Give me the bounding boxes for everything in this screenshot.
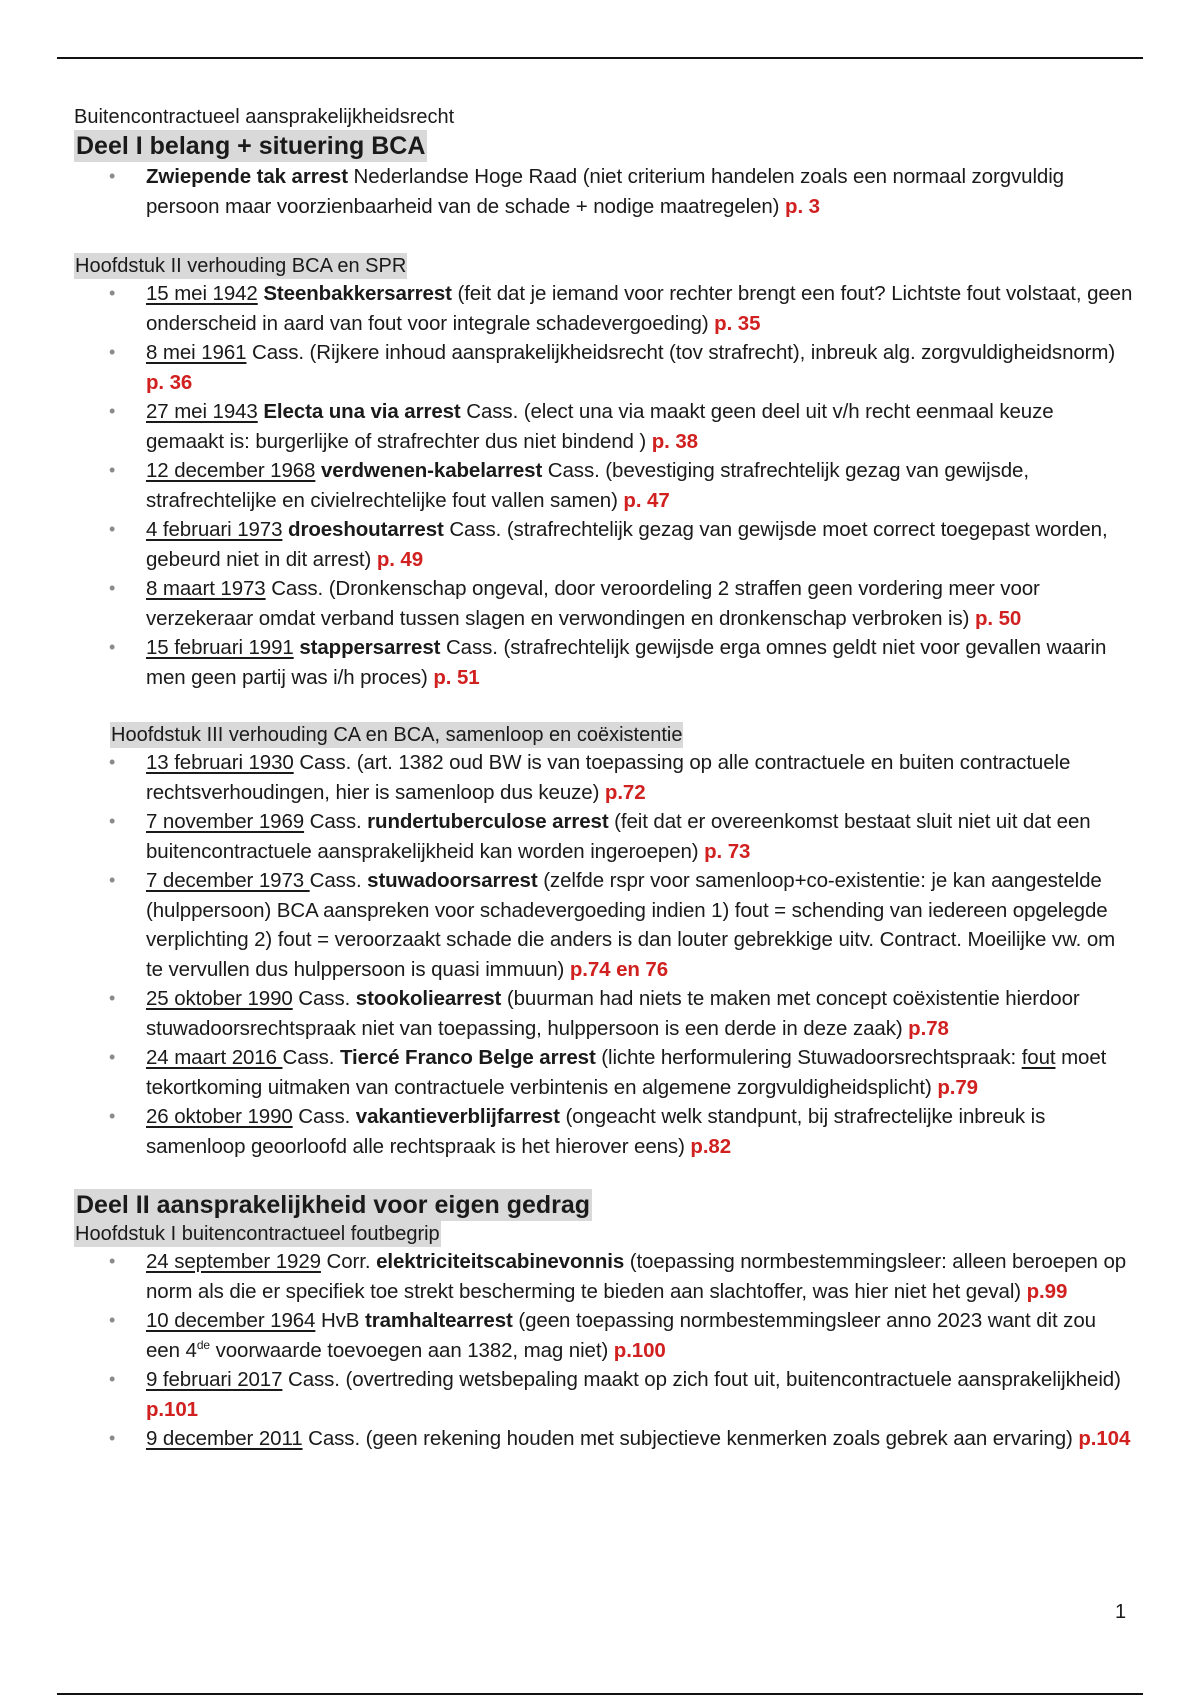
case-text: Cass. (overtreding wetsbepaling maakt op zich fout uit, buitencontractuele aansprakelijkheid) [282,1368,1121,1391]
case-name: rundertuberculose arrest [367,810,609,833]
page-number: 1 [1115,1601,1127,1623]
case-date: 15 februari 1991 [146,636,294,659]
case-text: (ongeacht welk standpunt, bij strafrectelijke inbreuk is samenloop geoorloofd alle rechtspraak is het hierover eens) [146,1105,1046,1158]
list-item [74,1365,1134,1424]
case-text: (buurman had niets te maken met concept coëxistentie hierdoor stuwadoorsrechtspraak niet van toepassing, hulppersoon is een derde in deze zaak) [146,987,1080,1040]
case-date: 9 februari 2017 [146,1368,283,1391]
underlined-word: fout [1021,1046,1056,1069]
case-name: stuwadoorsarrest [367,869,538,892]
case-text: Nederlandse Hoge Raad (niet criterium handelen zoals een normaal zorgvuldig persoon maar voorzienbaarheid van de schade + nodige maatregelen) [146,165,1064,218]
case-text: Cass. (geen rekening houden met subjectieve kenmerken zoals gebrek aan ervaring) [302,1427,1079,1450]
case-court: Corr. [320,1250,377,1273]
list-item [74,574,1134,633]
page-ref: p. 50 [974,606,1022,630]
case-date: 8 mei 1961 [146,341,247,364]
page-ref: p.82 [690,1134,732,1158]
case-date: 24 maart 2016 [146,1046,283,1069]
chapter-3-heading: Hoofdstuk III verhouding CA en BCA, samenloop en coëxistentie [111,724,683,746]
case-court: Cass. [282,1046,340,1069]
list-item [74,1102,1134,1161]
case-name: stappersarrest [299,636,441,659]
case-date: 25 oktober 1990 [146,987,293,1010]
page-ref: p.104 [1078,1427,1131,1450]
case-text: Cass. (elect una via maakt geen deel uit v/h recht eenmaal keuze gemaakt is: burgerlijke of strafrechter dus niet bindend ) [146,400,1054,453]
list-item [74,1247,1134,1306]
case-name: Zwiepende tak arrest [146,165,348,188]
case-date: 24 september 1929 [146,1250,321,1273]
page-ref: p. 51 [433,665,480,689]
chapter-2-list [74,279,1134,692]
page-ref: p.100 [613,1338,666,1362]
case-text: Cass. (Rijkere inhoud aansprakelijkheidsrecht (tov strafrecht), inbreuk alg. zorgvuldigheidsnorm) [246,341,1116,364]
page-ref: p. 35 [714,311,761,335]
case-text: (zelfde rspr voor samenloop+co-existentie: je kan aangestelde (hulppersoon) BCA aanspreken voor schadevergoeding indien 1) fout = schending van iedereen opgelegde verplichting 2) fout = veroorzaakt schade die anders is dan louter gebrekkige uitv. Contract. Moeilijke vw. om te vervullen dus hulppersoon is quasi immuun) [146,869,1116,981]
page-ref: p. 47 [623,488,670,512]
case-text: Cass. (Dronkenschap ongeval, door veroordeling 2 straffen geen vordering meer voor verzekeraar omdat verband tussen slagen en verwondingen en dronkenschap verbroken is) [146,577,1040,630]
case-text: Cass. (bevestiging strafrechtelijk gezag van gewijsde, strafrechtelijke en civielrechtelijke fout vallen samen) [146,459,1029,512]
list-item [74,338,1134,397]
case-name: Electa una via arrest [263,400,461,423]
header-rule [57,57,1143,59]
case-text: Cass. (strafrechtelijk gezag van gewijsde moet correct toegepast worden, gebeurd niet in dit arrest) [146,518,1108,571]
case-text-continued: voorwaarde toevoegen aan 1382, mag niet) [209,1338,614,1362]
list-item [74,162,1134,221]
page-ref: p.79 [937,1075,978,1099]
list-item [74,748,1134,807]
case-date: 15 mei 1942 [146,282,258,305]
case-date: 13 februari 1930 [146,751,294,774]
deel-1-list [74,162,1134,221]
superscript: de [196,1337,210,1352]
case-date: 12 december 1968 [146,459,316,482]
case-name: verdwenen-kabelarrest [320,459,543,482]
chapter-2-heading: Hoofdstuk II verhouding BCA en SPR [75,255,407,277]
case-name: droeshoutarrest [288,518,444,541]
case-text: Cass. (strafrechtelijk gewijsde erga omnes geldt niet voor gevallen waarin men geen partij was i/h proces) [146,636,1107,689]
list-item [74,807,1134,866]
list-item [74,633,1134,692]
case-court: Cass. [304,810,368,833]
page-ref: p.101 [146,1397,198,1421]
page-ref: p.72 [604,780,646,804]
case-date: 8 maart 1973 [146,577,266,600]
case-court: Cass. [309,869,368,892]
list-item [74,515,1134,574]
case-court: Cass. [292,987,356,1010]
page-ref: p.78 [908,1016,949,1040]
list-item [74,397,1134,456]
list-item [74,1424,1134,1454]
document-page [74,104,1134,1454]
page-ref: p. 38 [651,429,698,453]
case-name: tramhaltearrest [364,1309,513,1332]
case-text: (feit dat je iemand voor rechter brengt een fout? Lichtste fout volstaat, geen onderscheid in aard van fout voor integrale schadevergoeding) [146,282,1133,335]
case-name: Steenbakkersarrest [263,282,452,305]
case-text: (geen toepassing normbestemmingsleer anno 2023 want dit zou een 4 [146,1309,1096,1362]
case-date: 4 februari 1973 [146,518,283,541]
case-date: 27 mei 1943 [146,400,258,423]
page-ref: p.74 en 76 [569,957,668,981]
page-ref: p. 36 [146,370,193,394]
chapter-1-heading: Hoofdstuk I buitencontractueel foutbegrip [75,1223,440,1245]
case-text: (feit dat er overeenkomst bestaat sluit niet uit dat een buitencontractuele aansprakelijkheid kan worden ingeroepen) [146,810,1091,863]
case-name: stookoliearrest [355,987,502,1010]
list-item [74,456,1134,515]
case-text: (toepassing normbestemmingsleer: alleen beroepen op norm als die er specifiek toe strekt bescherming te bieden aan slachtoffer, was hier niet het geval) [146,1250,1127,1303]
list-item [74,279,1134,338]
case-text-continued: moet tekortkoming uitmaken van contractuele verbintenis en algemene zorgvuldigheidsplicht) [146,1046,1107,1099]
case-date: 7 november 1969 [146,810,305,833]
list-item [74,984,1134,1043]
case-court: HvB [315,1309,365,1332]
case-date: 26 oktober 1990 [146,1105,293,1128]
case-court: Cass. [292,1105,356,1128]
case-date: 10 december 1964 [146,1309,316,1332]
case-date: 7 december 1973 [146,869,310,892]
case-text: Cass. (art. 1382 oud BW is van toepassing op alle contractuele en buiten contractuele rechtsverhoudingen, hier is samenloop dus keuze) [146,751,1071,804]
page-ref: p. 3 [785,194,820,218]
deel-1-heading: Deel I belang + situering BCA [76,132,426,160]
footer-rule [57,1693,1143,1695]
list-item [74,1306,1134,1365]
page-ref: p. 73 [704,839,751,863]
case-text: (lichte herformulering Stuwadoorsrechtspraak: [595,1046,1022,1069]
list-item [74,1043,1134,1102]
deel-2-list [74,1247,1134,1454]
page-ref: p. 49 [376,547,424,571]
document-title: Buitencontractueel aansprakelijkheidsrecht [74,106,455,128]
case-name: vakantieverblijfarrest [355,1105,560,1128]
case-name: Tiercé Franco Belge arrest [340,1046,596,1069]
chapter-3-list [74,748,1134,1161]
list-item [74,866,1134,984]
case-date: 9 december 2011 [146,1427,303,1450]
deel-2-heading: Deel II aansprakelijkheid voor eigen gedrag [76,1191,591,1219]
page-ref: p.99 [1026,1279,1068,1303]
case-name: elektriciteitscabinevonnis [376,1250,625,1273]
